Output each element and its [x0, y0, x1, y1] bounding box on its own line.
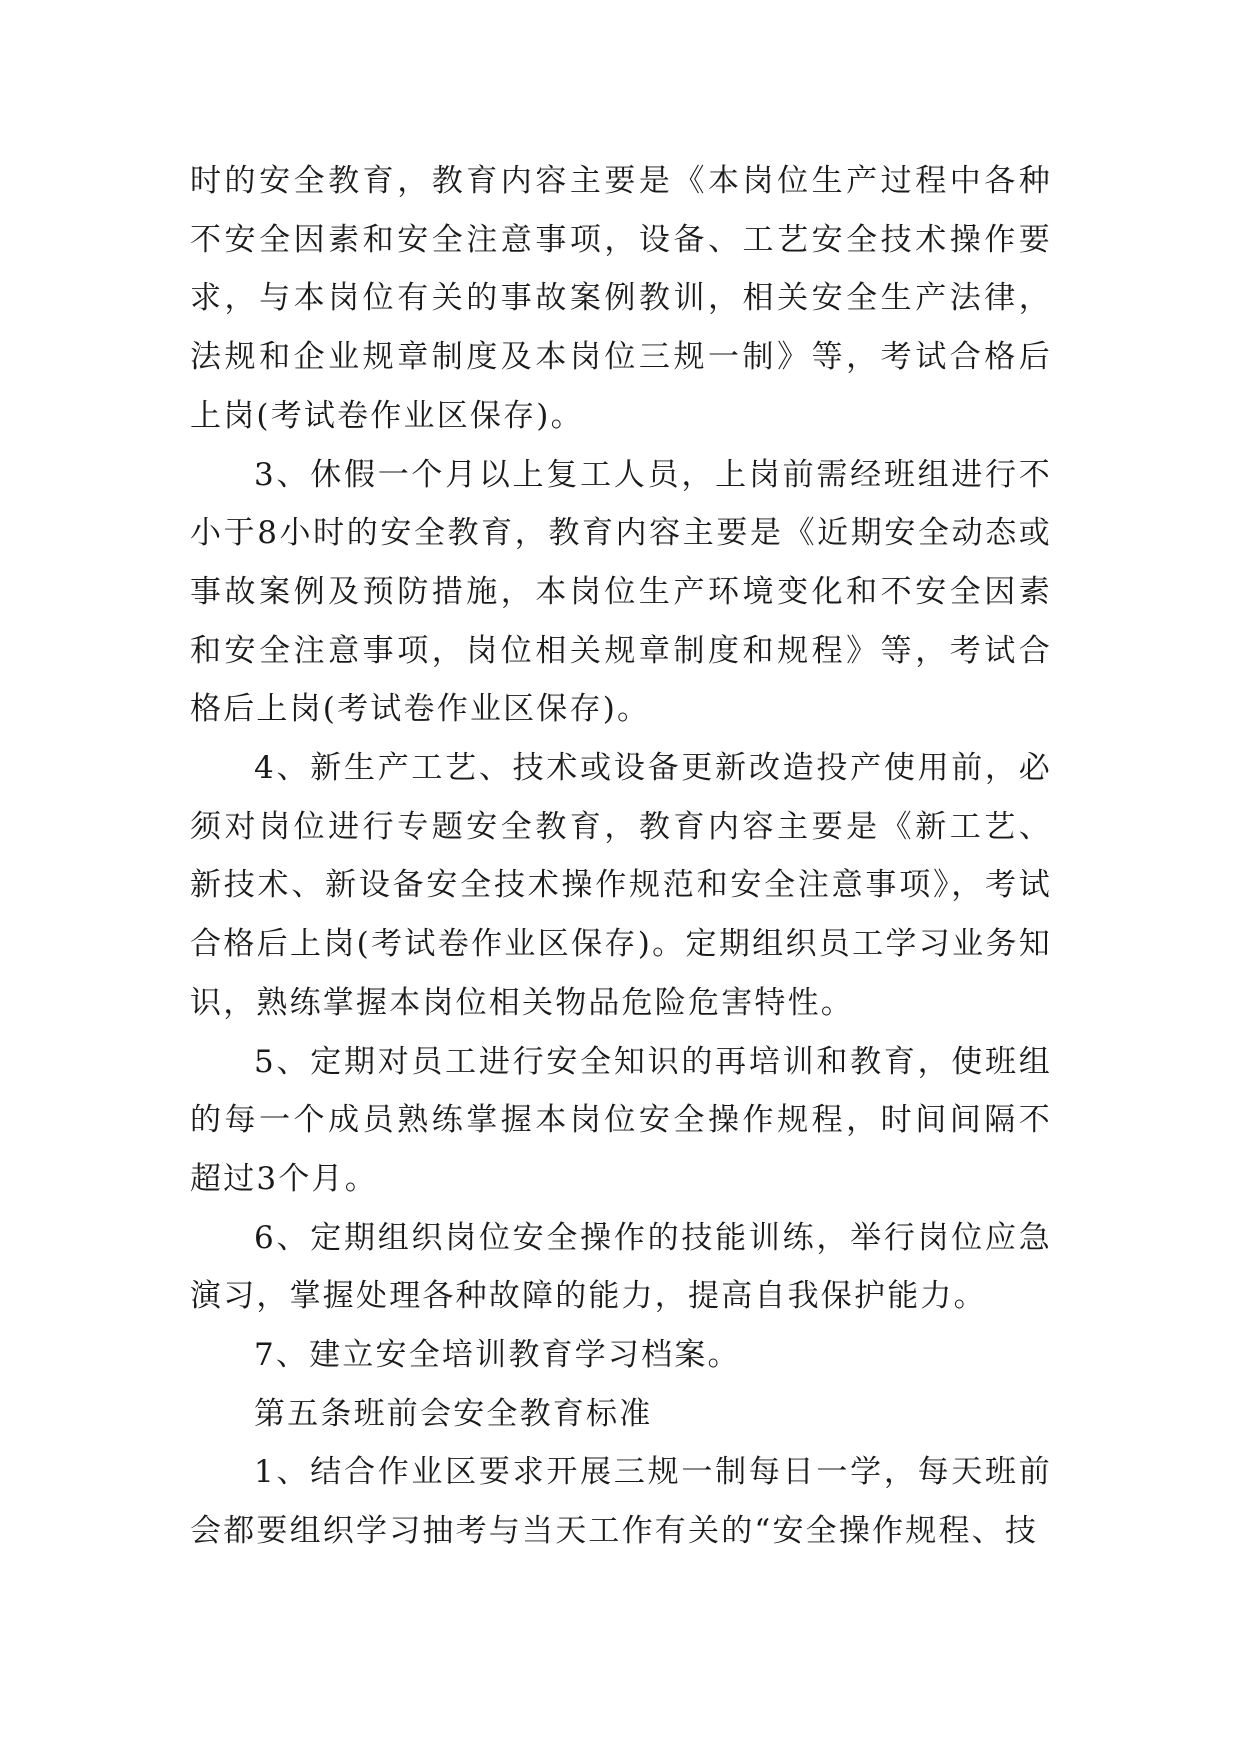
paragraph-continuation: 时的安全教育，教育内容主要是《本岗位生产过程中各种不安全因素和安全注意事项，设备、工艺安全技术操作要求，与本岗位有关的事故案例教训，相关安全生产法律，法规和企业规章制度及本岗位三规一制》等，考试合格后上岗(考试卷作业区保存)。 — [190, 163, 1052, 434]
paragraph-item-5: 5、定期对员工进行安全知识的再培训和教育，使班组的每一个成员熟练掌握本岗位安全操作规程，时间间隔不超过3个月。 — [190, 1043, 1052, 1197]
paragraph-item-4: 4、新生产工艺、技术或设备更新改造投产使用前，必须对岗位进行专题安全教育，教育内容主要是《新工艺、新技术、新设备安全技术操作规范和安全注意事项》，考试合格后上岗(考试卷作业区保存)。定期组织员工学习业务知识，熟练掌握本岗位相关物品危险危害特性。 — [190, 750, 1052, 1021]
paragraph-item-3: 3、休假一个月以上复工人员，上岗前需经班组进行不小于8小时的安全教育，教育内容主要是《近期安全动态或事故案例及预防措施，本岗位生产环境变化和不安全因素和安全注意事项，岗位相关规章制度和规程》等，考试合格后上岗(考试卷作业区保存)。 — [190, 456, 1052, 728]
paragraph-item-6: 6、定期组织岗位安全操作的技能训练，举行岗位应急演习，掌握处理各种故障的能力，提高自我保护能力。 — [190, 1219, 1052, 1315]
section-heading-article-5: 第五条班前会安全教育标准 — [254, 1395, 653, 1432]
paragraph-item-7: 7、建立安全培训教育学习档案。 — [254, 1337, 741, 1374]
document-body — [190, 152, 1052, 1561]
paragraph-article-5-item-1: 1、结合作业区要求开展三规一制每日一学，每天班前会都要组织学习抽考与当天工作有关的“安全操作规程、技 — [190, 1454, 1052, 1550]
